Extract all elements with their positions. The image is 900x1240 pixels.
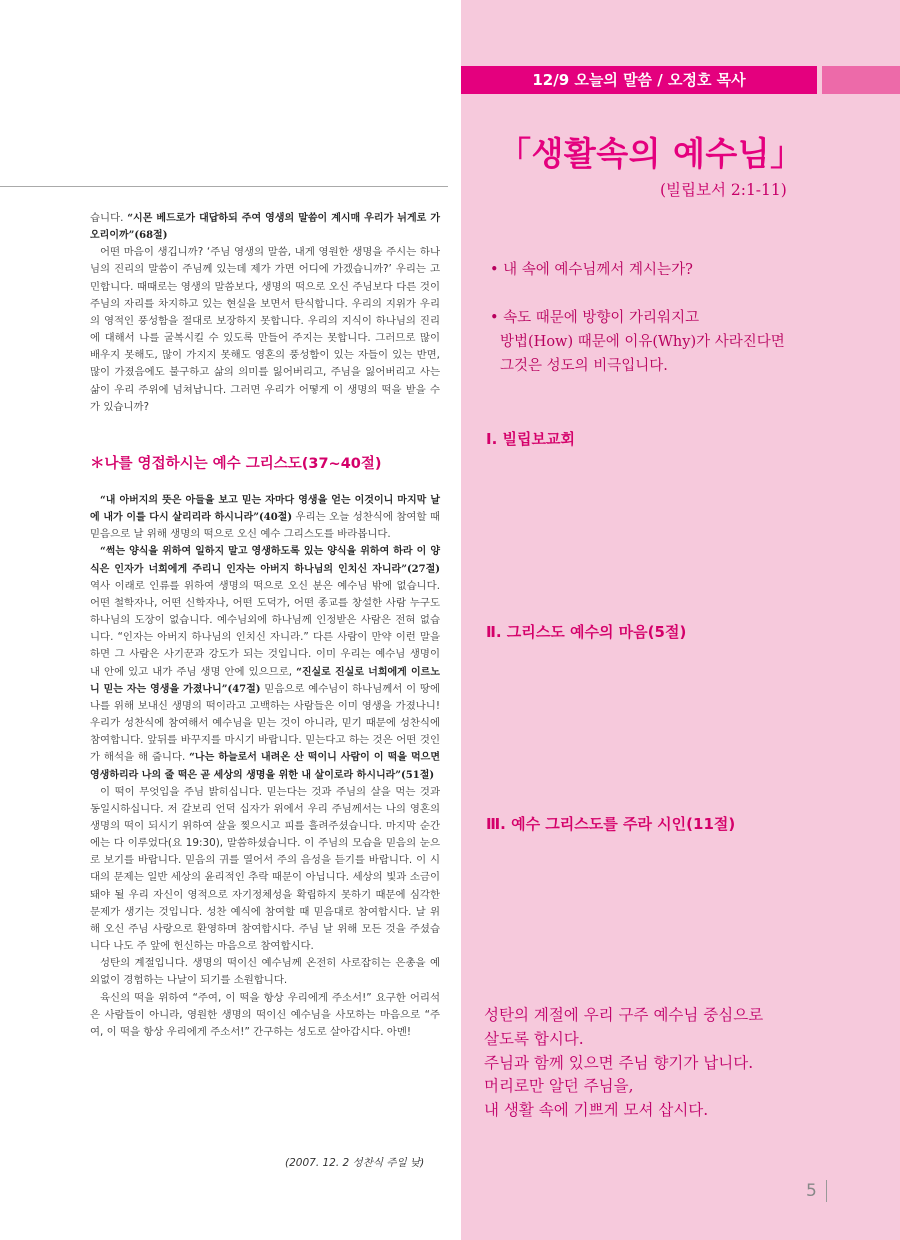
paragraph: 성탄의 계절입니다. 생명의 떡이신 예수님께 온전히 사로잡히는 은총을 예외없이 경험하는 나날이 되기를 소원합니다.	[90, 957, 440, 987]
page-number-rule	[826, 1180, 827, 1202]
scripture-quote: “내 아버지의 뜻은 아들을 보고 믿는 자마다 영생을 얻는 이것이니 마지막 날에 내가 이를 다시 살리리라 하시니라”	[90, 495, 440, 524]
scripture-quote: “나는 하늘로서 내려온 산 떡이니 사람이 이 떡을 먹으면 영생하리라 나의 줄 떡은 곧 세상의 생명을 위한 내 살이로라 하시니라”	[90, 752, 441, 781]
bullet-continuation: 그것은 성도의 비극입니다.	[500, 358, 668, 374]
divider-line	[0, 186, 448, 187]
banner-tab	[822, 66, 900, 94]
closing-line: 주님과 함께 있으면 주님 향기가 납니다.	[484, 1053, 754, 1072]
body-text: 믿음으로 예수님이 하나님께서 이 땅에 나를 위해 보내신 생명의 떡이라고 고백하는 사람들은 이미 영생을 가졌나니! 우리가 성찬식에 참여해서 예수님을 믿는 것이 아니라, 믿기 때문에 성찬식에 참여합니다. 앞뒤를 바꾸지를 마시기 바랍니다. 믿는다고 하는 것은 어떤 것인가 해석을 해 줍니다.	[90, 682, 440, 764]
paragraph	[90, 543, 440, 783]
body-text: 우리는 오늘 성찬식에 참여할 때 믿음으로 날 위해 생명의 떡으로 오신 예수 그리스도를 바라봅니다.	[90, 511, 441, 541]
scripture-quote: “썩는 양식을 위하여 일하지 말고 영생하도록 있는 양식을 위하여 하라 이 양식은 인자가 너희에게 주리니 인자는 아버지 하나님의 인치신 자니라”	[90, 546, 440, 575]
outline-heading-1: Ⅰ. 빌립보교회	[486, 430, 575, 448]
outline-heading-2: Ⅱ. 그리스도 예수의 마음(5절)	[486, 623, 687, 641]
closing-text	[484, 1004, 763, 1123]
verse-ref: (51절)	[401, 769, 435, 781]
bullet-continuation: 방법(How) 때문에 이유(Why)가 사라진다면	[500, 334, 785, 350]
scripture-quote: “진실로 진실로 너희에게 이르노니 믿는 자는 영생을 가졌나니”	[90, 666, 440, 695]
body-text-main	[90, 492, 440, 1041]
bullet-item: • 내 속에 예수님께서 계시는가?	[490, 262, 693, 278]
verse-ref: (68절)	[134, 230, 168, 242]
section-heading: ＊나를 영접하시는 예수 그리스도(37~40절)	[90, 456, 382, 472]
closing-line: 살도록 합시다.	[484, 1029, 584, 1048]
closing-line: 성탄의 계절에 우리 구주 예수님 중심으로	[484, 1006, 764, 1024]
scripture-quote: “시몬 베드로가 대답하되 주여 영생의 말씀이 계시매 우리가 뉘게로 가오리이까”	[90, 213, 440, 242]
body-text-top	[90, 210, 440, 416]
verse-ref: (40절)	[259, 512, 293, 524]
page-number: 5	[806, 1181, 817, 1201]
scripture-reference: (빌립보서 2:1-11)	[660, 181, 787, 199]
verse-ref: (27절)	[406, 563, 440, 575]
body-text: 역사 이래로 인류를 위하여 생명의 떡으로 오신 분은 예수님 밖에 없습니다. 어떤 철학자나, 어떤 신학자나, 어떤 도덕가, 어떤 종교를 창설한 사람 누구도 하나님의 도장이 없습니다. 예수님외에 하나님께 인정받은 사람은 전혀 없습니다. “인자는 아버지 하나님의 인치신 자니라.” 다른 사람이 만약 이런 말을 하면 그 사람은 사기꾼과 강도가 되는 것입니다. 이미 우리는 예수님 생명이 내 안에 있고 내가 주님 생명 안에 있으므로,	[90, 579, 440, 678]
closing-line: 머리로만 알던 주님을,	[484, 1077, 634, 1096]
sermon-banner: 12/9 오늘의 말씀 / 오정호 목사	[461, 66, 817, 94]
body-text: 습니다.	[90, 212, 128, 224]
bullet-item: • 속도 때문에 방향이 가리워지고	[490, 310, 700, 326]
paragraph	[90, 492, 440, 543]
closing-line: 내 생활 속에 기쁘게 모셔 삽시다.	[484, 1101, 709, 1120]
verse-ref: (47절)	[227, 683, 261, 695]
paragraph: 이 떡이 무엇입을 주님 밝히십니다. 믿는다는 것과 주님의 살을 먹는 것과 동일시하십니다. 저 갈보리 언덕 십자가 위에서 우리 주님께서는 나의 영혼의 생명의 떡이 되시기 위하여 살을 찢으시고 피를 흘려주셨습니다. 마지막 순간에는 다 이루었다(요 19:30), 말씀하셨습니다. 이 주님의 모습을 믿음의 눈으로 보기를 바랍니다. 믿음의 귀를 열어서 주의 음성을 듣기를 바랍니다. 이 시대의 문제는 일반 세상의 윤리적인 추락 때문이 아닙니다. 세상의 빛과 소금이 돼야 될 우리 자신이 영적으로 자기정체성을 확립하지 못하기 때문에 심각한 문제가 생기는 것입니다. 성찬 예식에 참여할 때 믿음대로 참여합시다. 날 위해 오신 주님 사랑으로 환영하며 참여합시다. 주님 날 위해 모든 것을 주셨습니다 나도 주 앞에 헌신하는 마음으로 참여합시다.	[90, 785, 440, 953]
outline-heading-3: Ⅲ. 예수 그리스도를 주라 시인(11절)	[486, 815, 736, 833]
sermon-title: 「생활속의 예수님」	[498, 134, 804, 173]
paragraph	[90, 210, 440, 244]
paragraph: 어떤 마음이 생깁니까? ‘주님 영생의 말씀, 내게 영원한 생명을 주시는 하나님의 진리의 말씀이 주님께 있는데 제가 가면 어디에 가겠습니까?’ 우리는 고민합니다. 때때로는 영생의 말씀보다, 생명의 떡으로 오신 주님보다 다른 것이 주님의 자리를 차지하고 있는 현실을 보면서 탄식합니다. 우리의 지위가 우리의 영적인 풍성함을 절대로 보장하지 못합니다. 우리의 지식이 하나님의 진리에 대해서 나를 굴복시킬 수 있도록 만들어 주지는 못합니다. 그러므로 많이 배우지 못해도, 많이 가지지 못해도 영혼의 풍성함이 있는 자들이 있는 반면, 많이 가졌음에도 불구하고 삶의 의미를 잃어버리고, 주님을 잃어버리고 사는 삶이 우리 주위에 넘쳐납니다. 그러면 우리가 어떻게 이 생명의 떡을 받을 수가 있습니까?	[90, 246, 440, 413]
paragraph: 육신의 떡을 위하여 “주여, 이 떡을 항상 우리에게 주소서!” 요구한 어리석은 사람들이 아니라, 영원한 생명의 떡이신 예수님을 사모하는 마음으로 “주여, 이 떡을 항상 우리에게 주소서!” 간구하는 성도로 살아갑시다. 아멘!	[90, 991, 440, 1038]
sermon-date: (2007. 12. 2 성찬식 주일 낮)	[285, 1157, 425, 1169]
